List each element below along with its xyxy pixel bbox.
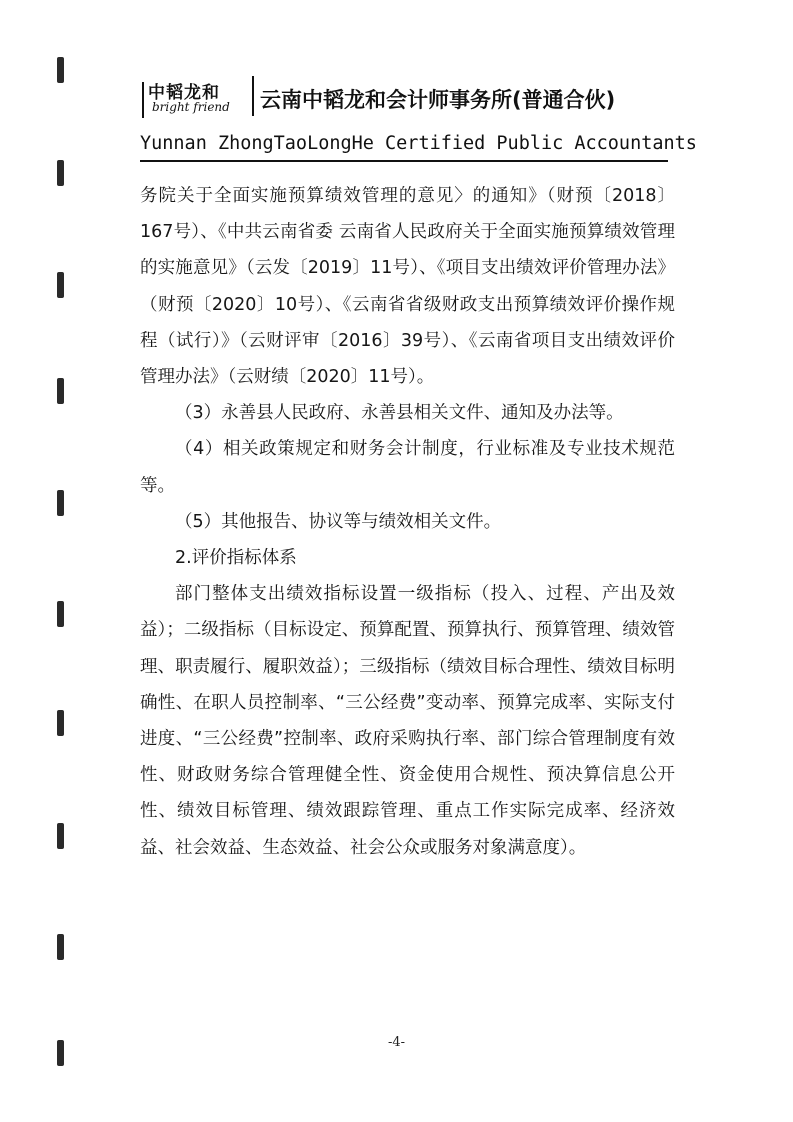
binding-mark (57, 601, 64, 627)
binding-mark (57, 710, 64, 736)
binding-mark (57, 934, 64, 960)
section-heading-indicator-system: 2.评价指标体系 (175, 548, 297, 569)
firm-logo (142, 78, 252, 118)
logo-chinese-text: 中韬龙和 (148, 83, 220, 103)
logo-bar (142, 82, 144, 118)
paragraph-item-5: （5）其他报告、协议等与绩效相关文件。 (175, 511, 502, 532)
paragraph-legal-basis-cont: 务院关于全面实施预算绩效管理的意见〉的通知》（财预〔2018〕167号）、《中共云南省委 云南省人民政府关于全面实施预算绩效管理的实施意见》（云发〔2019〕11号）、《项目支出绩效评价管理办法》（财预〔2020〕10号）、《云南省省级财政支出预算绩效评价操作规程（试行）》（云财评审〔2016〕39号）、《云南省项目支出绩效评价管理办法》（云财绩〔2020〕11号）。 (140, 186, 675, 388)
paragraph-item-4: （4）相关政策规定和财务会计制度，行业标准及专业技术规范等。 (140, 439, 675, 496)
paragraph-item-3: （3）永善县人民政府、永善县相关文件、通知及办法等。 (175, 403, 624, 424)
binding-mark (57, 823, 64, 849)
document-body (140, 178, 675, 866)
paragraph-indicator-system: 部门整体支出绩效指标设置一级指标（投入、过程、产出及效益）；二级指标（目标设定、预算配置、预算执行、预算管理、绩效管理、职责履行、履职效益）；三级指标（绩效目标合理性、绩效目标明确性、在职人员控制率、“三公经费”变动率、预算完成率、实际支付进度、“三公经费”控制率、政府采购执行率、部门综合管理制度有效性、财政财务综合管理健全性、资金使用合规性、预决算信息公开性、绩效目标管理、绩效跟踪管理、重点工作实际完成率、经济效益、社会效益、生态效益、社会公众或服务对象满意度）。 (140, 584, 675, 858)
binding-mark (57, 272, 64, 298)
firm-name-english: Yunnan ZhongTaoLongHe Certified Public Accountants (140, 133, 697, 154)
letterhead (140, 70, 670, 120)
binding-mark (57, 490, 64, 516)
binding-mark (57, 57, 64, 83)
binding-mark (57, 378, 64, 404)
firm-name: 云南中韬龙和会计师事务所(普通合伙) (260, 88, 616, 112)
header-rule (140, 160, 668, 162)
logo-english-text: bright friend (152, 100, 230, 114)
binding-mark (57, 160, 64, 186)
header-divider (252, 76, 254, 116)
page-number: -4- (387, 1035, 406, 1050)
